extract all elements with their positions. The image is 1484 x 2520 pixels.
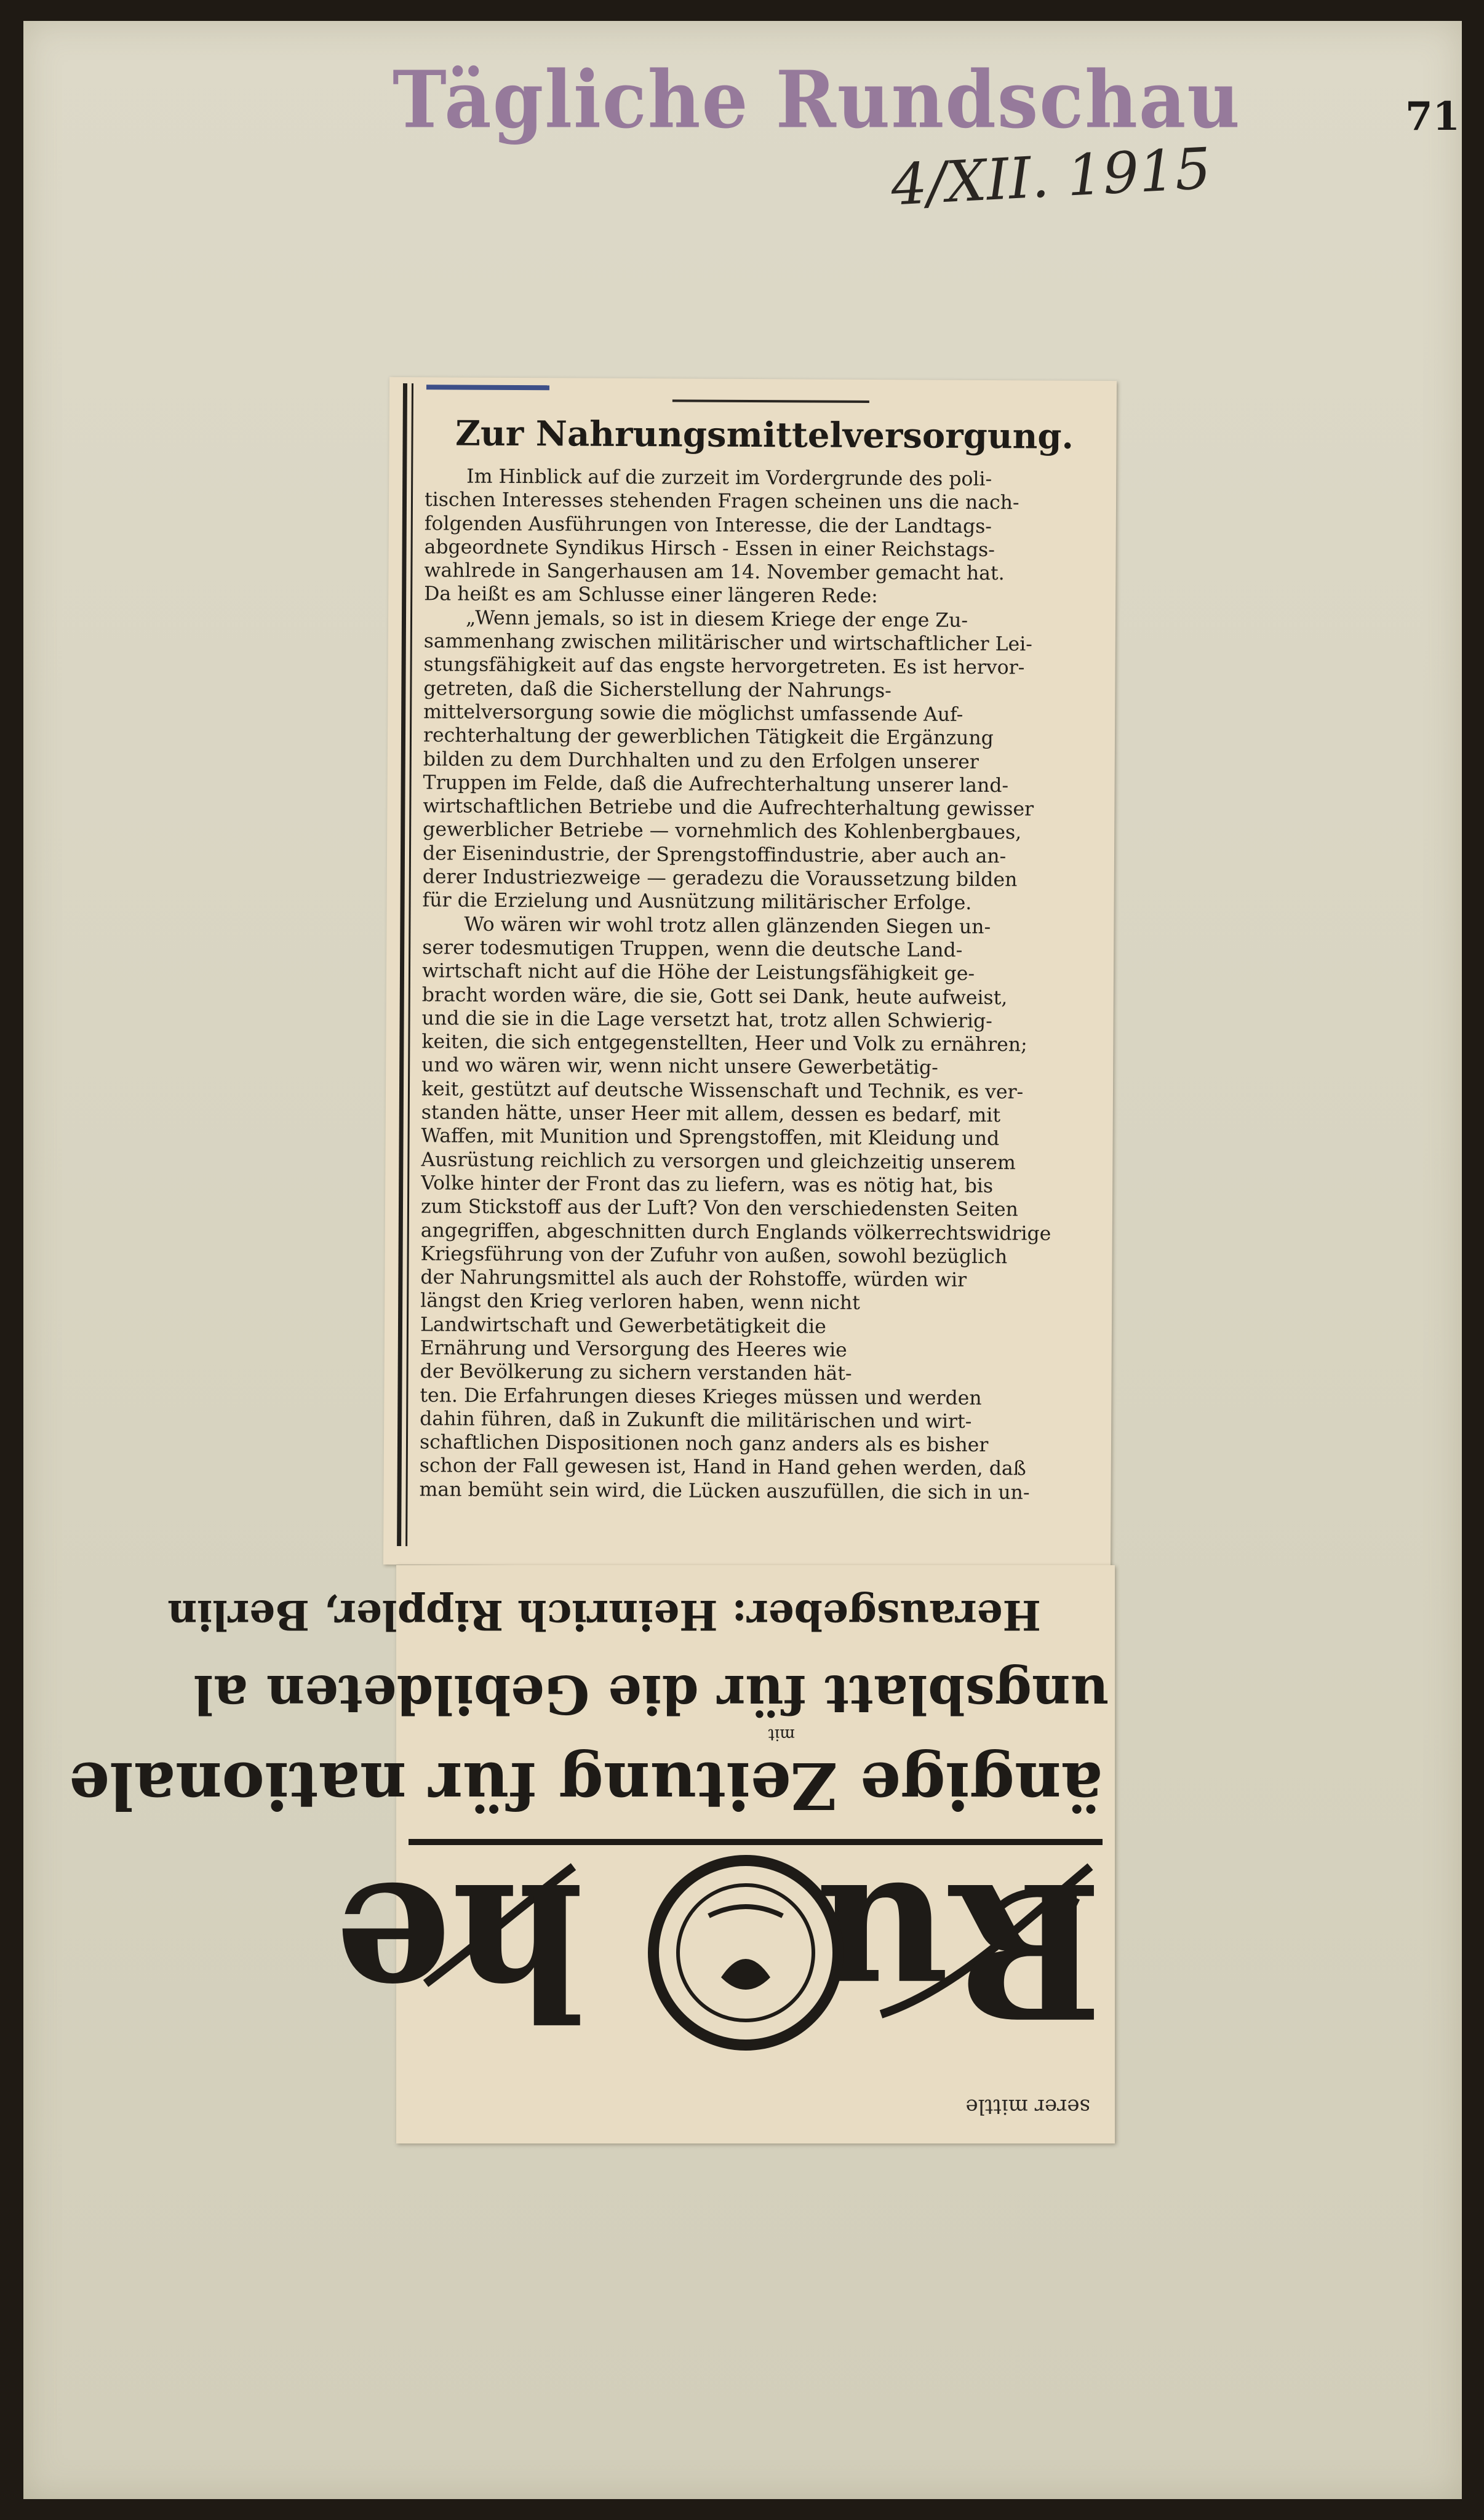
article-line: für die Erzielung und Ausnützung militärischer Erfolge. xyxy=(422,889,972,915)
masthead-subtitle-line2: ungsblatt für die Gebildeten al xyxy=(193,1663,1109,1725)
masthead-publisher: Herausgeber: Heinrich Rippler, Berlin xyxy=(167,1591,1041,1639)
svg-text:Ru: Ru xyxy=(815,1841,1103,2059)
article-line: bracht worden wäre, die sie, Gott sei Dank, heute aufweist, xyxy=(421,983,1008,1009)
article-line: Ernährung und Versorgung des Heeres wie xyxy=(420,1337,847,1362)
article-line: wirtschaft nicht auf die Höhe der Leistungsfähigkeit ge- xyxy=(421,960,975,986)
article-line: ten. Die Erfahrungen dieses Krieges müssen und werden xyxy=(420,1384,982,1410)
article-line: rechterhaltung der gewerblichen Tätigkeit die Ergänzung xyxy=(423,724,994,750)
article-line: und die sie in die Lage versetzt hat, trotz allen Schwierig- xyxy=(421,1007,992,1032)
article-line: der Bevölkerung zu sichern verstanden hät- xyxy=(420,1360,852,1386)
clipping-column-rule xyxy=(397,383,407,1546)
article-line: Da heißt es am Schlusse einer längeren Rede: xyxy=(424,583,878,608)
article-line: Im Hinblick auf die zurzeit im Vordergrunde des poli- xyxy=(466,465,992,491)
article-body xyxy=(419,465,1107,1505)
article-line: Wo wären wir wohl trotz allen glänzenden Siegen un- xyxy=(464,913,991,938)
article-line: gewerblicher Betriebe — vornehmlich des Kohlenbergbaues, xyxy=(423,818,1022,844)
article-line: längst den Krieg verloren haben, wenn nicht xyxy=(420,1290,860,1315)
article-line: derer Industriezweige — geradezu die Voraussetzung bilden xyxy=(422,866,1018,891)
clipping-top-rule xyxy=(672,399,869,403)
article-line: mittelversorgung sowie die möglichst umfassende Auf- xyxy=(423,701,963,726)
article-line: tischen Interesses stehenden Fragen scheinen uns die nach- xyxy=(424,488,1019,514)
handwritten-date: 4/XII. 1915 xyxy=(889,135,1213,218)
masthead-mit: mit xyxy=(768,1725,795,1744)
article-line: wirtschaftlichen Betriebe und die Aufrechterhaltung gewisser xyxy=(423,795,1034,821)
article-line: zum Stickstoff aus der Luft? Von den verschiedensten Seiten xyxy=(420,1195,1018,1221)
article-line: folgenden Ausführungen von Interesse, die der Landtags- xyxy=(424,512,992,538)
article-line: wahlrede in Sangerhausen am 14. November gemacht hat. xyxy=(424,559,1005,585)
masthead-subtitle-line1: ängige Zeitung für nationale xyxy=(68,1748,1103,1824)
article-line: Kriegsführung von der Zufuhr von außen, sowohl bezüglich xyxy=(420,1243,1008,1268)
article-line: getreten, daß die Sicherstellung der Nahrungs- xyxy=(423,677,892,702)
article-line: und wo wären wir, wenn nicht unsere Gewerbetätig- xyxy=(421,1054,938,1080)
article-line: stungsfähigkeit auf das engste hervorgetreten. Es ist hervor- xyxy=(423,653,1025,679)
article-line: keiten, die sich entgegenstellten, Heer und Volk zu ernähren; xyxy=(421,1031,1027,1056)
article-clipping xyxy=(383,377,1117,1568)
article-line: der Nahrungsmittel als auch der Rohstoffe, würden wir xyxy=(420,1266,967,1291)
article-line: bilden zu dem Durchhalten und zu den Erfolgen unserer xyxy=(423,748,979,773)
clipping-column-rule-thin xyxy=(405,383,413,1546)
masthead-inverted xyxy=(68,1565,1115,2143)
article-line: „Wenn jemals, so ist in diesem Kriege der enge Zu- xyxy=(465,607,968,632)
article-line: Landwirtschaft und Gewerbetätigkeit die xyxy=(420,1313,826,1338)
article-line: sammenhang zwischen militärischer und wirtschaftlicher Lei- xyxy=(423,630,1032,656)
svg-text:he: he xyxy=(334,1841,586,2059)
article-headline: Zur Nahrungsmittelversorgung. xyxy=(455,413,1074,457)
article-line: schon der Fall gewesen ist, Hand in Hand gehen werden, daß xyxy=(419,1454,1026,1480)
article-line: Ausrüstung reichlich zu versorgen und gleichzeitig unserem xyxy=(421,1148,1016,1174)
article-line: Truppen im Felde, daß die Aufrechterhaltung unserer land- xyxy=(423,772,1009,797)
article-line: abgeordnete Syndikus Hirsch - Essen in einer Reichstags- xyxy=(424,536,995,561)
article-line: standen hätte, unser Heer mit allem, dessen es bedarf, mit xyxy=(421,1101,1001,1127)
blue-pencil-mark xyxy=(426,385,549,390)
article-line: Waffen, mit Munition und Sprengstoffen, mit Kleidung und xyxy=(421,1125,1000,1150)
newspaper-stamp-title: Tägliche Rundschau xyxy=(393,53,1242,146)
archive-sheet xyxy=(23,21,1462,2499)
article-line: der Eisenindustrie, der Sprengstoffindustrie, aber auch an- xyxy=(422,842,1007,867)
article-line: Volke hinter der Front das zu liefern, was es nötig hat, bis xyxy=(421,1172,994,1197)
article-line: angegriffen, abgeschnitten durch Englands völkerrechtswidrige xyxy=(420,1219,1051,1245)
masthead-top-fragment: serer mittle xyxy=(965,2094,1090,2119)
page-number: 71 xyxy=(1405,94,1461,140)
masthead-ornament-logo xyxy=(334,1830,1115,2088)
masthead-fragment xyxy=(68,1565,1115,2143)
article-line: schaftlichen Dispositionen noch ganz anders als es bisher xyxy=(419,1431,989,1457)
article-line: man bemüht sein wird, die Lücken auszufüllen, die sich in un- xyxy=(419,1478,1030,1504)
article-line: dahin führen, daß in Zukunft die militärischen und wirt- xyxy=(420,1408,972,1433)
article-line: serer todesmutigen Truppen, wenn die deutsche Land- xyxy=(422,936,963,962)
article-line: keit, gestützt auf deutsche Wissenschaft und Technik, es ver- xyxy=(421,1077,1024,1104)
